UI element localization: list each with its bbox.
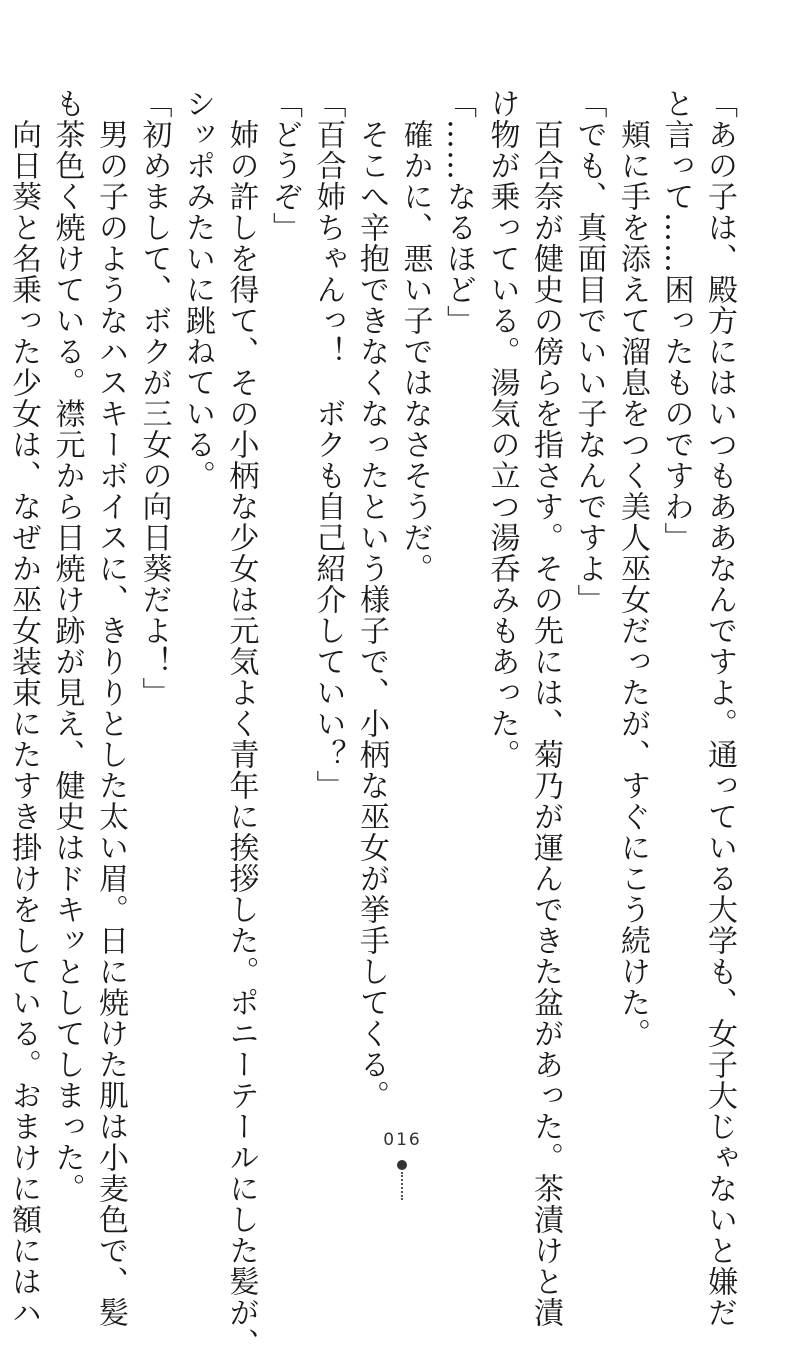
- text-line: 「でも、真面目でいい子なんですよ」: [571, 88, 607, 615]
- text-line: 向日葵と名乗った少女は、なぜか巫女装束にたすき掛けをしている。おまけに額にはハ: [6, 88, 41, 1328]
- page-ornament-icon: [394, 1160, 410, 1200]
- text-line: け物が乗っている。湯気の立つ湯呑みもあった。: [484, 88, 520, 770]
- ornament-dot: [397, 1160, 407, 1170]
- text-line: 男の子のようなハスキーボイスに、きりりとした太い眉。日に焼けた肌は小麦色で、髪: [93, 88, 128, 1328]
- text-line: 「あの子は、殿方にはいつもああなんですよ。通っている大学も、女子大じゃないと嫌だ: [702, 88, 737, 1328]
- text-line: と言って……困ったものですわ」: [658, 88, 694, 553]
- text-line: 「……なるほど」: [441, 88, 476, 336]
- ornament-stem: [401, 1172, 403, 1200]
- page-number: 016: [383, 1130, 422, 1150]
- text-line: 姉の許しを得て、その小柄な少女は元気よく青年に挨拶した。ポニーテールにした髪が、: [223, 88, 259, 1359]
- text-line: そこへ辛抱できなくなったという様子で、小柄な巫女が挙手してくる。: [354, 88, 389, 1111]
- text-line: シッポみたいに跳ねている。: [180, 88, 215, 491]
- text-line: 「初めまして、ボクが三女の向日葵だよ！」: [136, 88, 172, 708]
- text-line: 「百合姉ちゃんっ！ ボクも自己紹介していい？」: [310, 88, 346, 801]
- text-line: 確かに、悪い子ではなさそうだ。: [397, 88, 433, 584]
- text-line: 「どうぞ」: [267, 88, 302, 243]
- text-line: 百合奈が健史の傍らを指さす。その先には、菊乃が運んできた盆があった。茶漬けと漬: [528, 88, 563, 1328]
- text-line: も茶色く焼けている。襟元から日焼け跡が見え、健史はドキッとしてしまった。: [49, 88, 85, 1204]
- text-line: 頬に手を添えて溜息をつく美人巫女だったが、すぐにこう続けた。: [615, 88, 650, 1049]
